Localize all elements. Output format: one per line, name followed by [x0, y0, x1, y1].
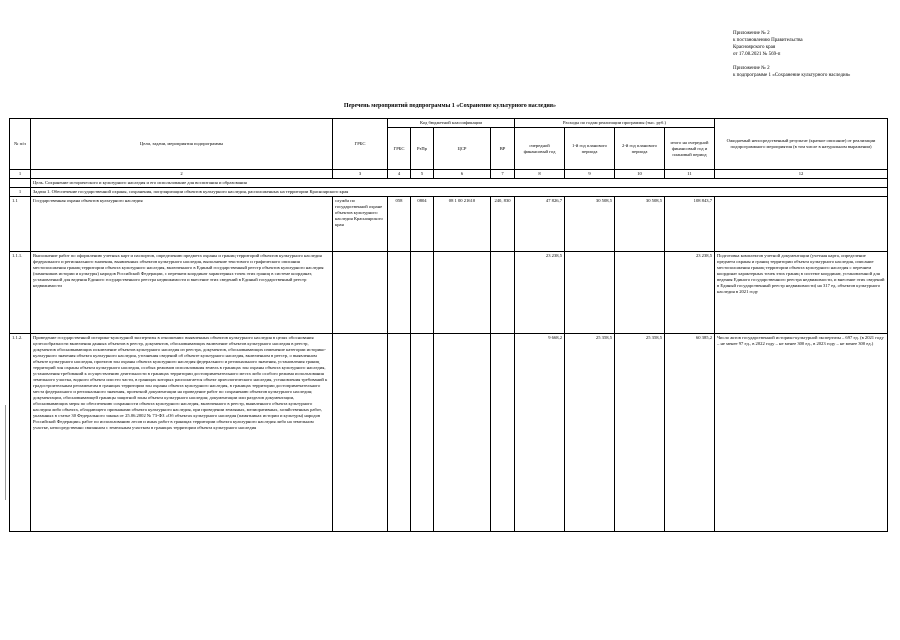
appendix-line: к постановлению Правительства: [733, 38, 803, 43]
row-grbs: 058: [388, 197, 411, 252]
header-goals: Цели, задачи, мероприятия подпрограммы: [31, 119, 333, 170]
goal-row: [10, 179, 888, 188]
goal-text: Цель. Сохранение исторического и культурного наследия и его использование для воспитания и образования: [31, 179, 888, 188]
row-result: Подготовка комплектов учетной документации (учетная карта, определение предмета охраны и границ территории объекта культурного наследия, описание местоположения границ территории объекта культурного наследия с перечнем координат характерных точек этих границ в системе координат, установленной для ведения Единого государственного реестра недвижимости, и внесение этих сведений в Единый государственный реестр недвижимости) на 317 ед. объектов культурного наследия в 2021 году: [715, 252, 888, 334]
row-result: Число актов государственной историко-культурной экспертизы – 697 ед. (в 2021 году – не менее 97 ед., в 2022 году – не менее 300 ед., в 2023 году – не менее 300 ед.): [715, 334, 888, 532]
row-text: Государственная охрана объектов культурного наследия: [31, 197, 333, 252]
activities-table: [9, 118, 888, 532]
table-row: [10, 197, 888, 252]
row-text: Выполнение работ по оформлению учетных карт и паспортов, определению предмета охраны и границ территорий объектов культурного наследия федерального и регионального значения, выявленных объектов культурного наследия, выполнение текстового и графического описания местоположения границ территории объекта культурного наследия, включенного в Единый государственный реестр объектов культурного наследия (памятников истории и культуры) народов Российской Федерации, с перечнем координат характерных точек этих границ в системе координат, установленной для ведения Единого государственного реестра недвижимости и внесение этих сведений в Единый государственный реестр недвижимости: [31, 252, 333, 334]
row-year-first: 30 508,5: [565, 197, 615, 252]
appendix-block: [733, 30, 850, 79]
row-year-first: [565, 252, 615, 334]
subheader-grbs: ГРБС: [388, 128, 411, 170]
subheader-vr: ВР: [491, 128, 515, 170]
row-year-second: 30 508,5: [615, 197, 665, 252]
column-number: 4: [388, 170, 411, 179]
row-year-second: 25 358,5: [615, 334, 665, 532]
header-result: Ожидаемый непосредственный результат (краткое описание) от реализации подпрограммного мероприятия (в том числе в натуральном выражении): [715, 119, 888, 170]
column-number: 12: [715, 170, 888, 179]
row-executor: [333, 334, 388, 532]
row-year-first: 25 358,5: [565, 334, 615, 532]
header-grbs: ГРБС: [333, 119, 388, 170]
appendix-line: от 17.08.2021 № 569-п: [733, 52, 781, 57]
appendix-line: Приложение № 2: [733, 31, 770, 36]
subheader-year-first: 1-й год планового периода: [565, 128, 615, 170]
row-vr: [491, 334, 515, 532]
header-num: № п/п: [10, 119, 31, 170]
row-vr: [491, 252, 515, 334]
appendix-line: Приложение № 2: [733, 66, 770, 71]
column-number: 3: [333, 170, 388, 179]
column-number-row: [10, 170, 888, 179]
row-rzpr: [411, 252, 434, 334]
column-number: 6: [434, 170, 491, 179]
subheader-csr: ЦСР: [434, 128, 491, 170]
column-number: 5: [411, 170, 434, 179]
row-grbs: [388, 334, 411, 532]
appendix-line: к подпрограмме 1 «Сохранение культурного наследия»: [733, 73, 851, 78]
row-rzpr: [411, 334, 434, 532]
row-year-current: 9 668,2: [515, 334, 565, 532]
column-number: 8: [515, 170, 565, 179]
row-total: 60 385,2: [665, 334, 715, 532]
appendix-line: Красноярского края: [733, 45, 776, 50]
task-text: Задача 1. Обеспечение государственной охраны, сохранения, популяризации объектов культурного наследия, расположенных на территории Красноярского края: [31, 188, 888, 197]
row-executor: [333, 252, 388, 334]
row-total: 23 238,5: [665, 252, 715, 334]
subheader-rzpr: РзПр: [411, 128, 434, 170]
column-number: 10: [615, 170, 665, 179]
row-vr: 240, 830: [491, 197, 515, 252]
row-text: Проведение государственной историко-культурной экспертизы в отношении: выявленных объектов культурного наследия в целях обоснования целесообразности включения данных объектов в реестр, документов, обосновывающих включение объектов культурного наследия в реестр, документов обосновывающих исключение объектов культурного наследия из реестра, документов, обосновывающих изменение категории историко-культурного значения объекта культурного наследия, уточнения сведений об объекте культурного наследия, включенном в реестр, о выявленном объекте культурного наследия, проектов зон охраны объекта культурного наследия федерального и регионального значения, установления границ территорий зон охраны объекта культурного наследия, особых режимов использования земель в границах зон охраны объекта культурного наследия, установления требований к осуществлению деятельности в границах территории достопримечательного места либо особого режима использования земельного участка, водного объекта или его части, в границах которых располагается объект археологического наследия, установления требований к градостроительным регламентам в границах территории зон охраны объекта культурного наследия, в границах территории достопримечательного места федерального и регионального значения, проектной документации на проведение работ по сохранению объектов культурного наследия; документации, обосновывающей границы защитной зоны объекта культурного наследия; документации или разделов документации, обосновывающих меры по обеспечению сохранности объекта культурного наследия, включенного в реестр, выявленного объекта культурного наследия либо объекта, обладающего признаками объекта культурного наследия, при проведении земляных, мелиоративных, хозяйственных работ, указанных в статье 30 Федерального закона от 25.06.2002 № 73-ФЗ «Об объектах культурного наследия (памятниках истории и культуры) народов Российской Федерации» работ по использованию лесов и иных работ в границах территории объекта культурного наследия либо на земельном участке, непосредственно связанном с земельным участком в границах территории объекта культурного наследия: [31, 334, 333, 532]
row-rzpr: 0804: [411, 197, 434, 252]
row-csr: 08 1 00 21610: [434, 197, 491, 252]
subheader-total: итого на очередной финансовый год и плановый период: [665, 128, 715, 170]
column-number: 9: [565, 170, 615, 179]
row-grbs: [388, 252, 411, 334]
header-expenses: Расходы по годам реализации программы (тыс. руб.): [515, 119, 715, 128]
document-title: Перечень мероприятий подпрограммы 1 «Сохранение культурного наследия»: [343, 103, 557, 109]
column-number: 1: [10, 170, 31, 179]
row-year-second: [615, 252, 665, 334]
row-num: 1.1.1.: [10, 252, 31, 334]
row-csr: [434, 334, 491, 532]
row-num: 1.1: [10, 197, 31, 252]
row-year-current: 47 826,7: [515, 197, 565, 252]
header-budget-code: Код бюджетной классификации: [388, 119, 515, 128]
left-margin-mark: [5, 405, 6, 500]
subheader-year-current: очередной финансовый год: [515, 128, 565, 170]
table-row: [10, 334, 888, 532]
table-row: [10, 252, 888, 334]
row-total: 108 843,7: [665, 197, 715, 252]
subheader-year-second: 2-й год планового периода: [615, 128, 665, 170]
task-row: [10, 188, 888, 197]
row-year-current: 23 238,5: [515, 252, 565, 334]
row-executor: служба по государственной охране объектов культурного наследия Красноярского края: [333, 197, 388, 252]
task-num: 1: [10, 188, 31, 197]
row-num: 1.1.2.: [10, 334, 31, 532]
row-csr: [434, 252, 491, 334]
row-result: [715, 197, 888, 252]
column-number: 7: [491, 170, 515, 179]
column-number: 2: [31, 170, 333, 179]
header-row: [10, 119, 888, 128]
column-number: 11: [665, 170, 715, 179]
